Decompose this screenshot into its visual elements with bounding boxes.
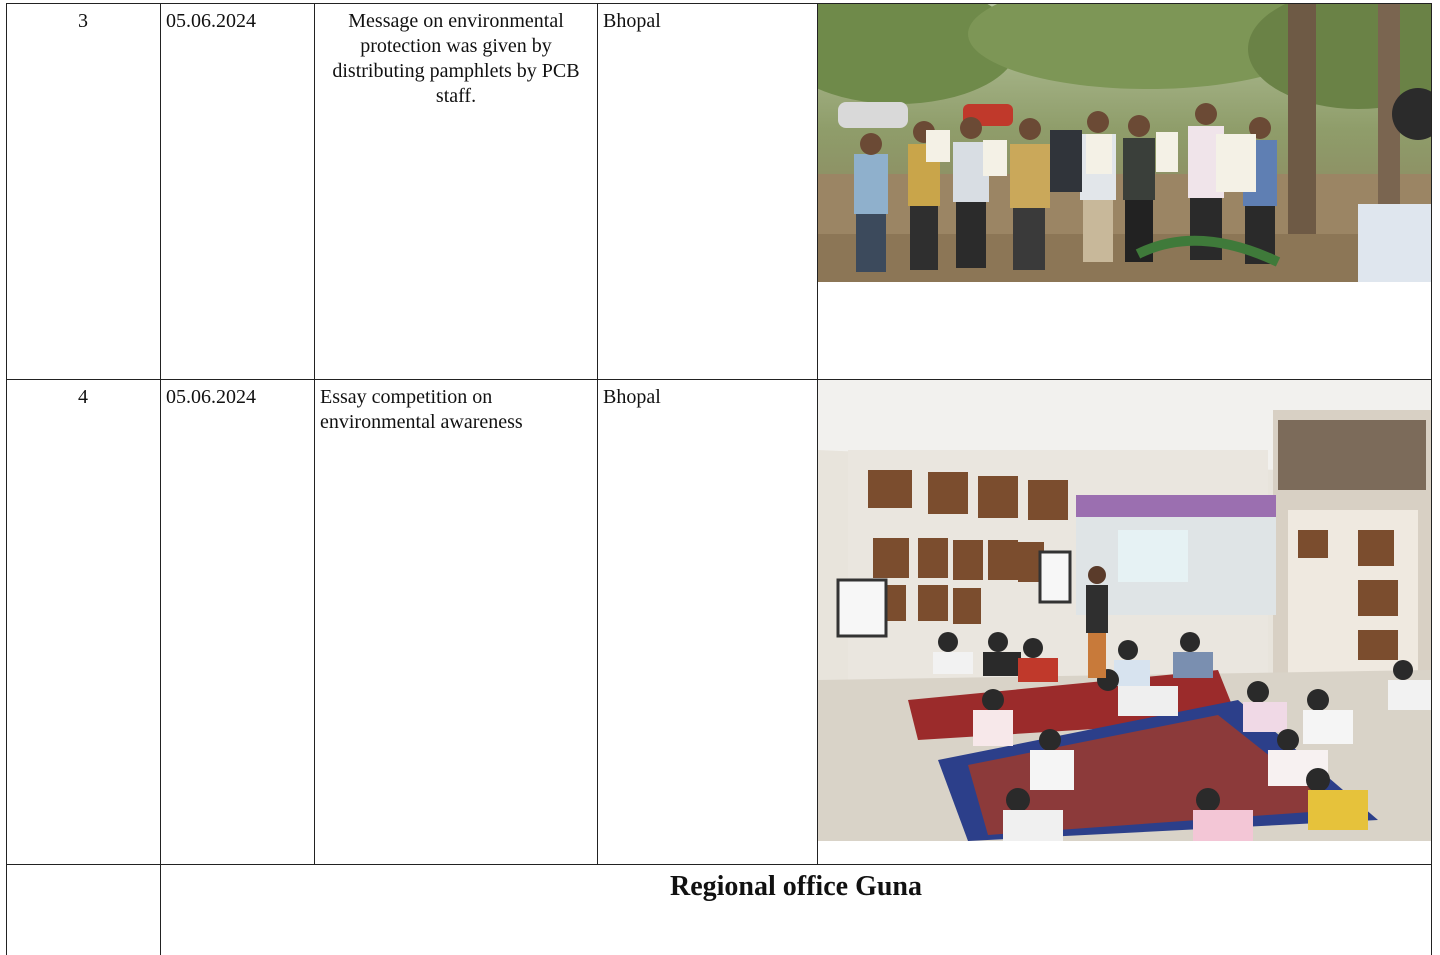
table-rule <box>6 864 1432 865</box>
serial-number: 3 <box>78 10 88 32</box>
table-rule <box>314 3 315 864</box>
section-heading: Regional office Guna <box>670 871 922 902</box>
event-place: Bhopal <box>603 10 661 32</box>
activity-description: Essay competition on environmental awareness <box>320 386 523 433</box>
table-rule <box>160 3 161 955</box>
activity-description: Message on environmental protection was given by distributing pamphlets by PCB staff. <box>332 10 580 107</box>
event-place: Bhopal <box>603 386 661 408</box>
photo-essay-competition <box>818 380 1431 841</box>
photo-pamphlet-distribution <box>818 4 1431 282</box>
table-rule <box>1431 3 1432 955</box>
table-rule <box>597 3 598 864</box>
serial-number: 4 <box>78 386 88 408</box>
table-rule <box>6 3 7 955</box>
event-date: 05.06.2024 <box>166 386 256 408</box>
event-date: 05.06.2024 <box>166 10 256 32</box>
